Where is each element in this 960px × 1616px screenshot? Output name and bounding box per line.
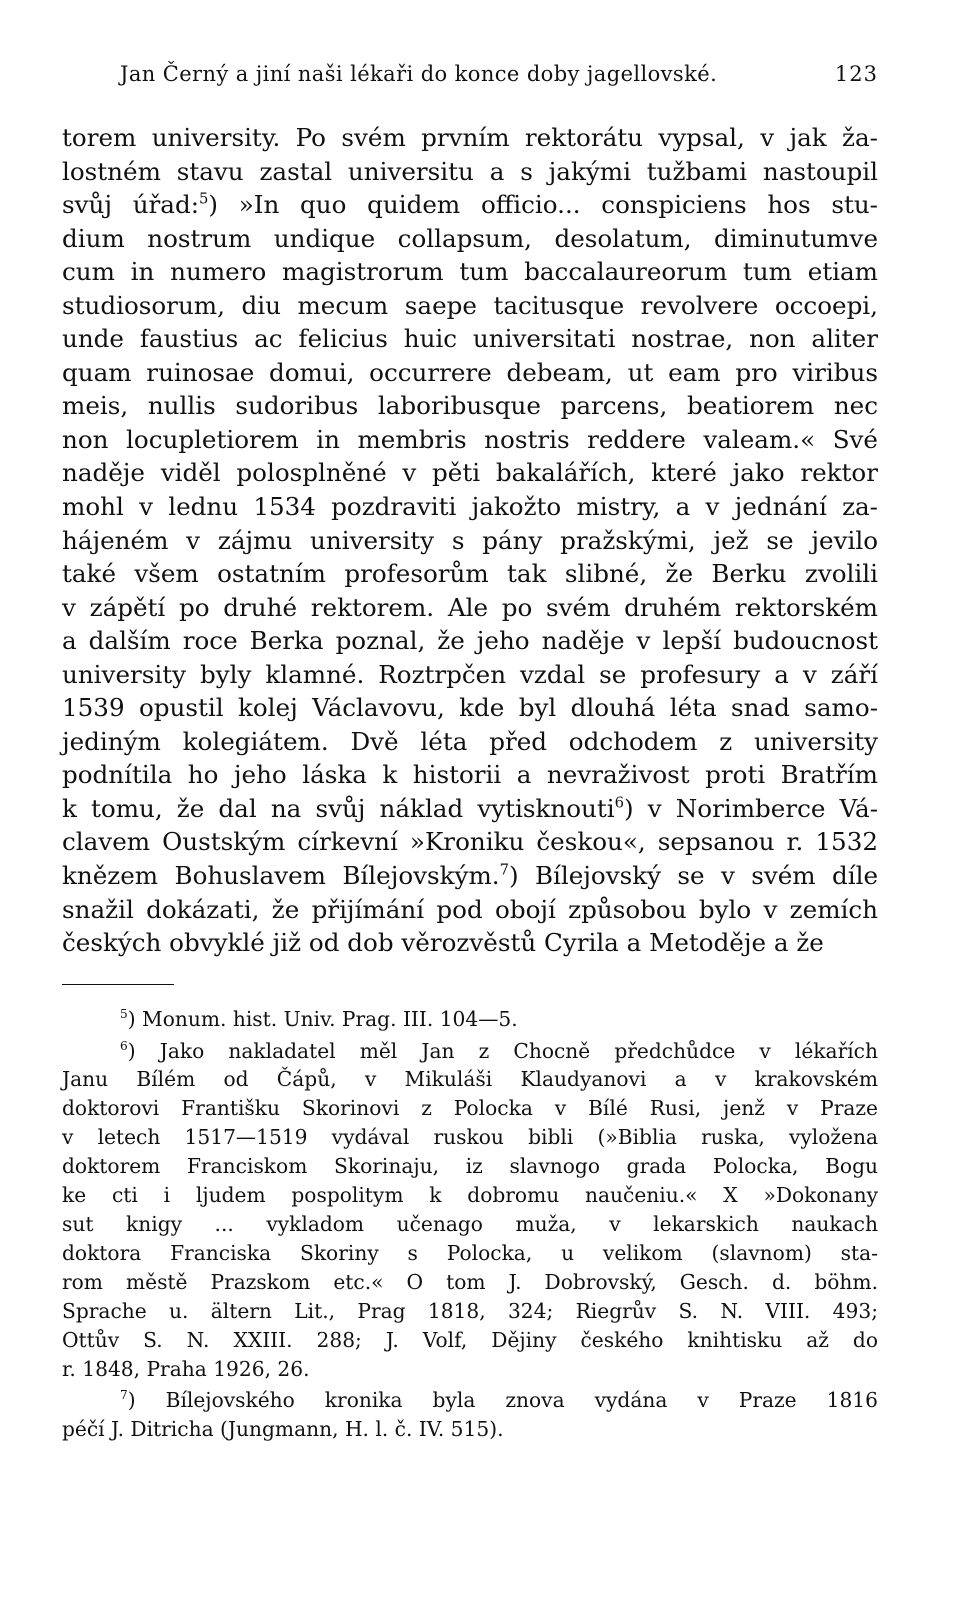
main-text [62, 121, 878, 960]
text-line: knězem Bohuslavem Bílejovským.$^7$) Bílejovský se v svém díle [62, 861, 879, 891]
text-line: lostném stavu zastal universitu a s jakými tužbami nastoupil [62, 156, 878, 186]
footnote-line: doktorovi Františku Skorinovi z Polocka v Bílé Rusi, jenž v Praze [62, 1096, 878, 1121]
running-title: Jan Černý a jiní naši lékaři do konce doby jagellovské. [120, 62, 718, 86]
footnote-line: v letech 1517—1519 vydával ruskou bibli (»Biblia ruska, vyložena [62, 1125, 878, 1150]
footnote-line: sut knigy ... vykladom učenago muža, v lekarskich naukach [62, 1212, 878, 1237]
footnote [62, 1005, 878, 1034]
text-line: naděje viděl polosplněné v pěti bakalářích, které jako rektor [62, 458, 878, 488]
footnote-line: rom městě Prazskom etc.« O tom J. Dobrovský, Gesch. d. böhm. [62, 1269, 878, 1294]
footnote-rule [62, 984, 174, 985]
text-line: dium nostrum undique collapsum, desolatum, diminutumve [62, 223, 878, 253]
text-line: k tomu, že dal na svůj náklad vytisknouti$^6$) v Norimberce Vá- [62, 793, 879, 823]
footnote-mark: $^6$) [120, 1038, 136, 1063]
text-line: quam ruinosae domui, occurrere debeam, ut eam pro viribus [62, 357, 878, 387]
text-line: v zápětí po druhé rektorem. Ale po svém druhém rektorském [62, 592, 878, 622]
text-line: také všem ostatním profesorům tak slibné, že Berku zvolili [62, 559, 878, 589]
text-line: cum in numero magistrorum tum baccalaureorum tum etiam [62, 257, 878, 287]
footnote-text: Monum. hist. Univ. Prag. III. 104—5. [142, 1006, 518, 1031]
text-line: university byly klamné. Roztrpčen vzdal se profesury a v září [62, 659, 878, 689]
footnote-line: Janu Bílém od Čápů, v Mikuláši Klaudyanovi a v krakovském [62, 1067, 878, 1092]
footnote-line [62, 1037, 878, 1066]
text-line: meis, nullis sudoribus laboribusque parcens, beatiorem nec [62, 391, 878, 421]
text-line: unde faustius ac felicius huic universitati nostrae, non aliter [62, 324, 878, 354]
running-header [62, 60, 878, 88]
footnote-line: ke cti i ljudem pospolitym k dobromu naučeniu.« X »Dokonany [62, 1183, 878, 1208]
footnotes [62, 1005, 878, 1445]
footnote-mark: $^7$) [120, 1388, 136, 1413]
footnote-line [62, 1386, 878, 1415]
text-line: jediným kolegiátem. Dvě léta před odchodem z university [62, 726, 878, 756]
footnote-line: péčí J. Ditricha (Jungmann, H. l. č. IV. 515). [62, 1417, 504, 1442]
page-number: 123 [834, 62, 878, 86]
footnote-text: Bílejovského kronika byla znova vydána v Praze 1816 [165, 1388, 878, 1413]
text-line: studiosorum, diu mecum saepe tacitusque revolvere occoepi, [62, 290, 878, 320]
text-line: snažil dokázati, že přijímání pod obojí způsobou bylo v zemích [62, 894, 878, 924]
footnote [62, 1037, 878, 1384]
footnote-line: r. 1848, Praha 1926, 26. [62, 1356, 310, 1381]
footnote-line: doktorem Franciskom Skorinaju, iz slavnogo grada Polocka, Bogu [62, 1154, 878, 1179]
footnote-text: Jako nakladatel měl Jan z Chocně předchůdce v lékařích [159, 1038, 878, 1063]
text-line: hájeném v zájmu university s pány pražskými, jež se jevilo [62, 525, 878, 555]
text-line: českých obvyklé již od dob věrozvěstů Cyrila a Metoděje a že [62, 928, 824, 958]
footnote-line: Ottův S. N. XXIII. 288; J. Volf, Dějiny českého knihtisku až do [62, 1327, 878, 1352]
footnote-line: doktora Franciska Skoriny s Polocka, u velikom (slavnom) sta- [62, 1240, 878, 1265]
text-line: a dalším roce Berka poznal, že jeho naděje v lepší budoucnost [62, 626, 878, 656]
text-line: non locupletiorem in membris nostris reddere valeam.« Své [62, 424, 878, 454]
text-line: podnítila ho jeho láska k historii a nevraživost proti Bratřím [62, 760, 878, 790]
footnote [62, 1386, 878, 1444]
text-line: clavem Oustským církevní »Kroniku českou«, sepsanou r. 1532 [62, 827, 878, 857]
footnote-line: Sprache u. ältern Lit., Prag 1818, 324; Riegrův S. N. VIII. 493; [62, 1298, 878, 1323]
text-line: svůj úřad:$^5$) »In quo quidem officio... conspiciens hos stu- [62, 190, 878, 220]
text-line: mohl v lednu 1534 pozdraviti jakožto mistry, a v jednání za- [62, 492, 878, 522]
footnote-mark: $^5$) [120, 1006, 136, 1031]
text-line: 1539 opustil kolej Václavovu, kde byl dlouhá léta snad samo- [62, 693, 878, 723]
footnote-line [62, 1005, 878, 1034]
text-line: torem university. Po svém prvním rektorátu vypsal, v jak ža- [62, 123, 878, 152]
